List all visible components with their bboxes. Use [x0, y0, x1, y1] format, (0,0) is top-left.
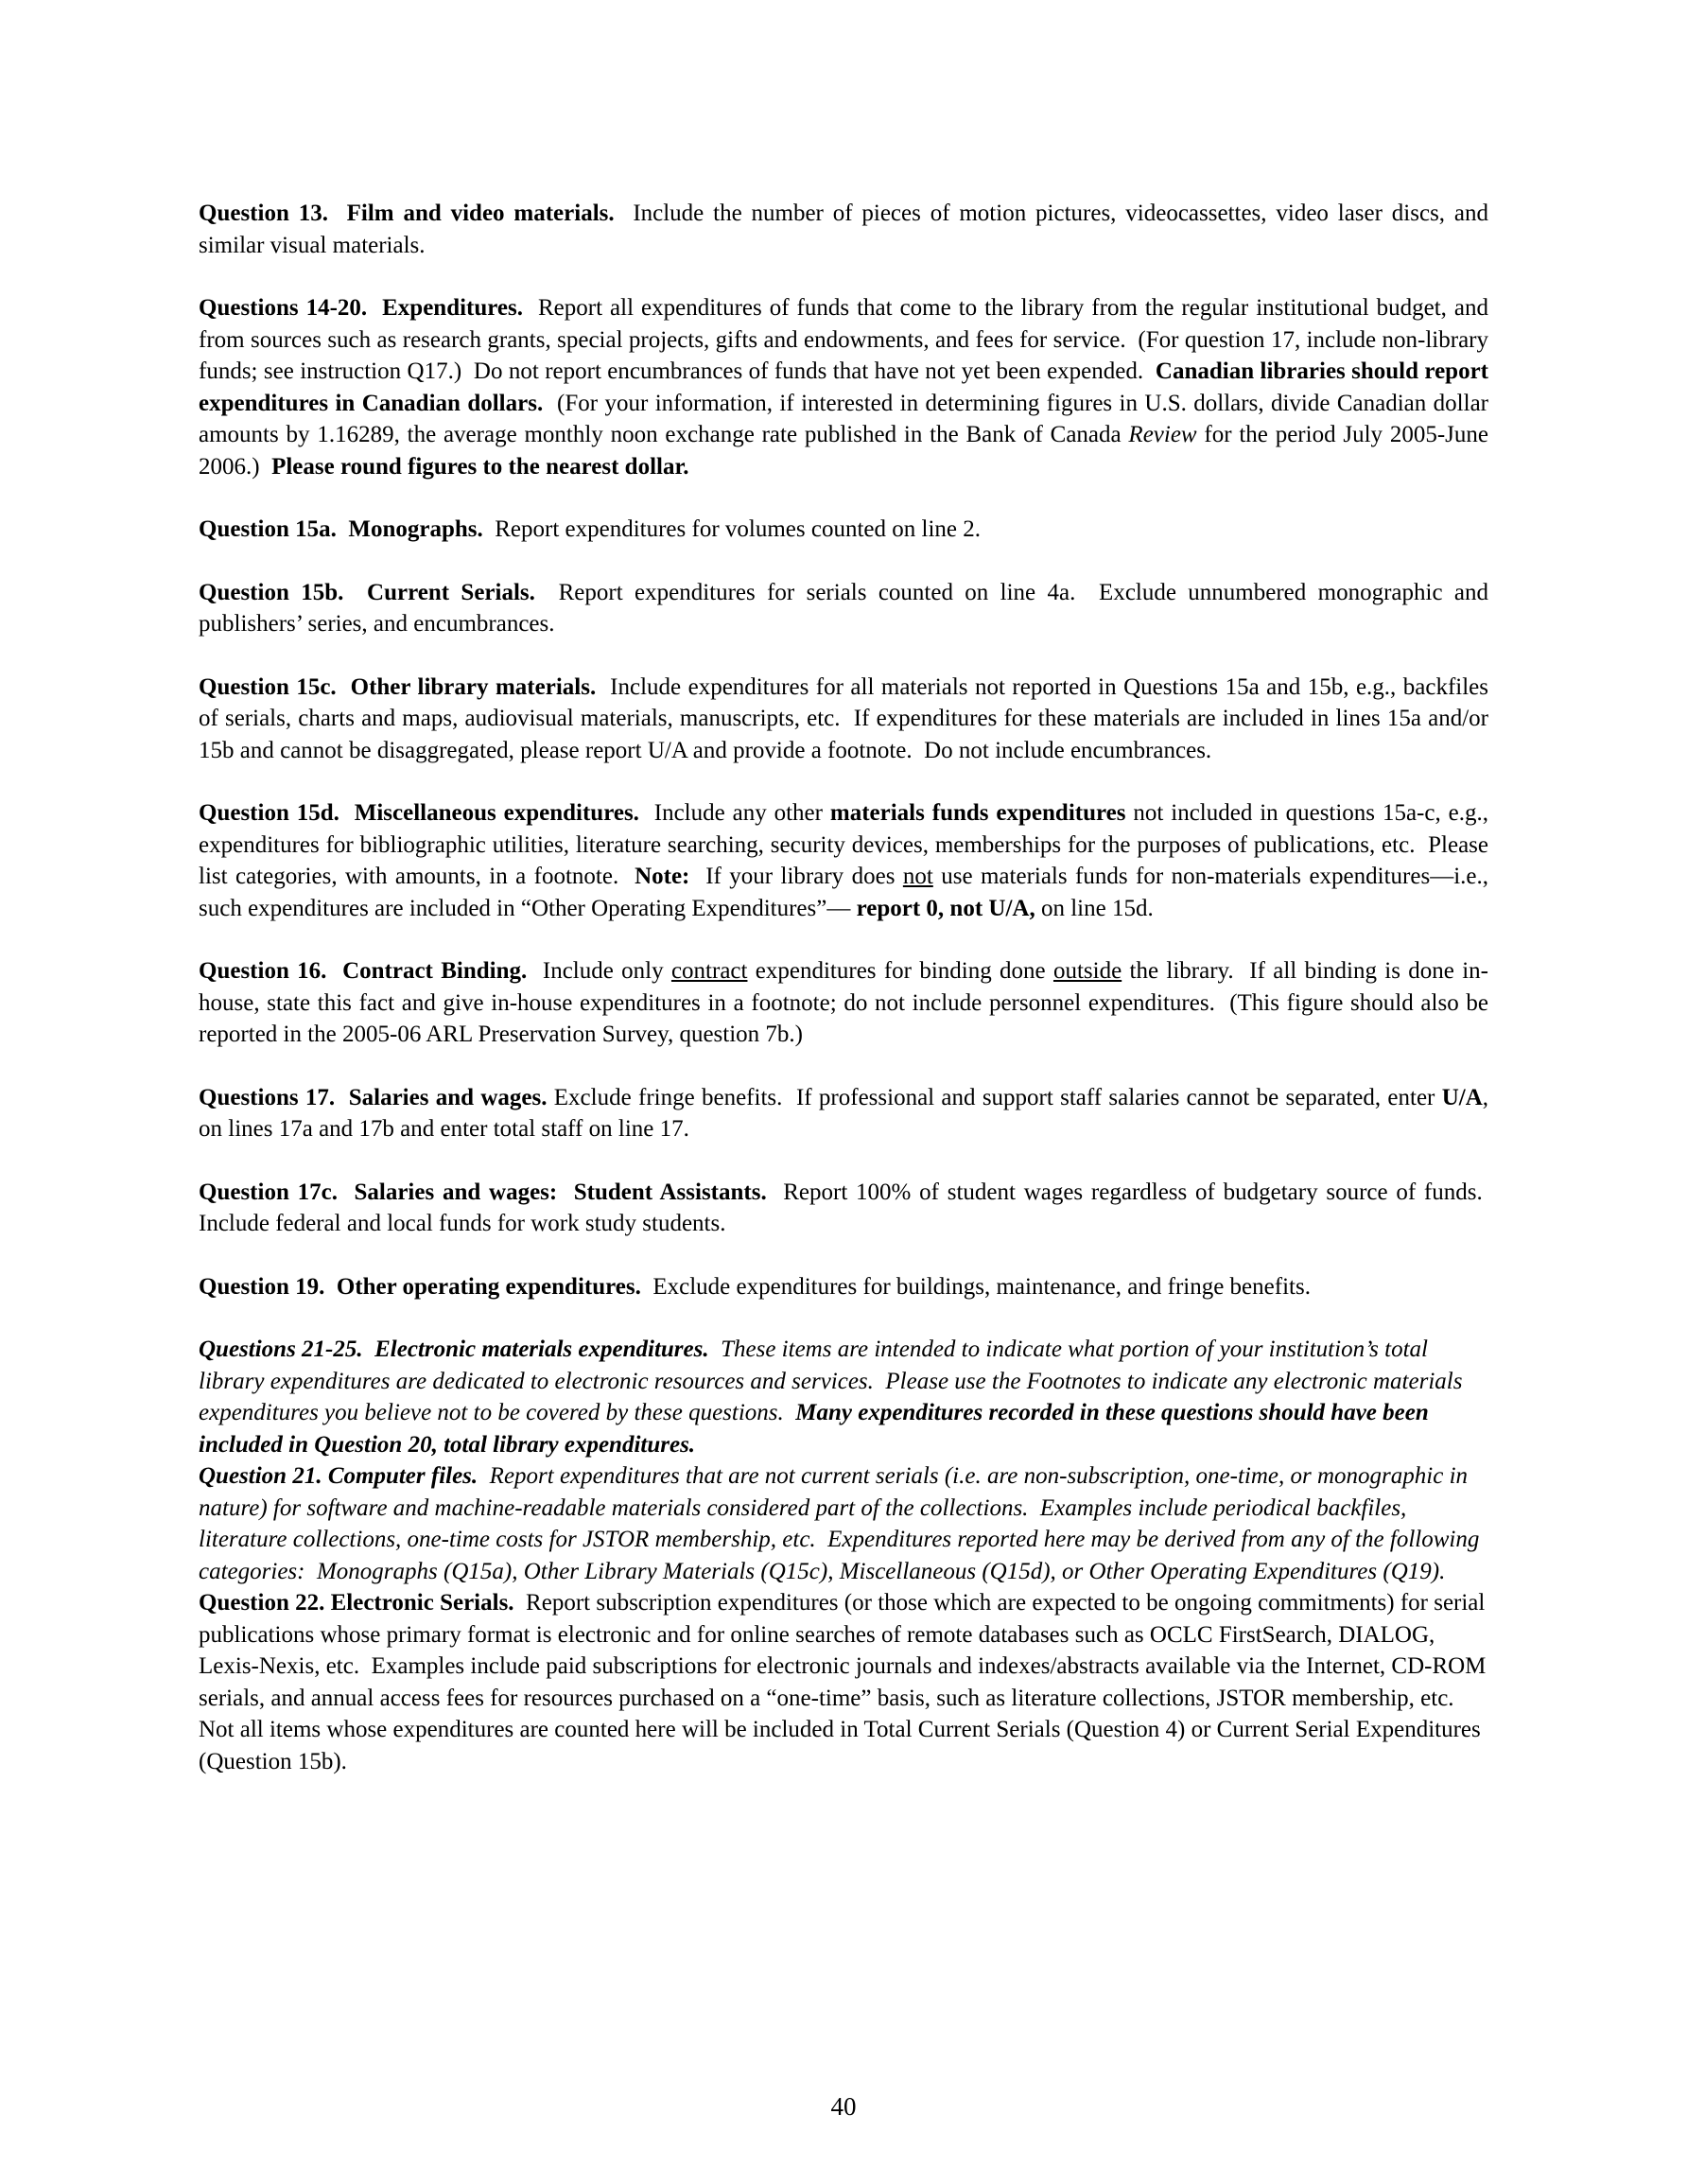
text-run: expenditures for binding done [747, 958, 1053, 984]
text-run: Include expenditures for all materials not reported in Questions 15a and 15b, e.g., backfiles of serials, charts and maps, audiovisual materials, manuscripts, etc. If expenditures for these materials are included in lines 15a and/or 15b and cannot be disaggregated, please report U/A and provide a footnote. Do not include encumbrances. [199, 673, 1489, 763]
text-run: Question 16. Contract Binding. [199, 958, 528, 984]
text-run: the library. If all binding is done in-house, state this fact and give in-house expenditures in a footnote; do not include personnel expenditures. (This figure should also be reported in the 2005-06 ARL Preservation Survey, question 7b.) [199, 958, 1488, 1047]
paragraph-question-22 [199, 1587, 1488, 1777]
text-run: Question 15d. Miscellaneous expenditures. [199, 800, 639, 826]
text-run: Questions 14-20. Expenditures. [199, 295, 524, 321]
text-run: Canadian libraries should report expenditures in Canadian dollars. [199, 358, 1488, 416]
text-run: Report expenditures for serials counted on line 4a. Exclude unnumbered monographic and publishers’ series, and encumbrances. [199, 579, 1488, 637]
text-run: Question 13. Film and video materials. [199, 201, 615, 226]
text-run: Report subscription expenditures (or those which are expected to be ongoing commitments) for serial publications whose primary format is electronic and for online searches of remote databases such as OCLC FirstSearch, DIALOG, Lexis-Nexis, etc. Examples include paid subscriptions for electronic journals and indexes/abstracts available via the Internet, CD-ROM serials, and annual access fees for resources purchased on a “one-time” basis, such as literature collections, JSTOR membership, etc. Not all items whose expenditures are counted here will be included in Total Current Serials (Question 4) or Current Serial Expenditures (Question 15b). [199, 1590, 1487, 1774]
text-run: Report expenditures that are not current serials (i.e. are non-subscription, one-time, or monographic in nature) for software and machine-readable materials considered part of the collections. Examples include periodical backfiles, literature collections, one-time costs for JSTOR membership, etc. Expenditures reported here may be derived from any of the following categories: Monographs (Q15a), Other Library Materials (Q15c), Miscellaneous (Q15d), or Other Operating Expenditures (Q19). [199, 1463, 1480, 1584]
paragraph-question-13 [199, 198, 1488, 261]
text-run: Include the number of pieces of motion pictures, videocassettes, video laser discs, and similar visual materials. [199, 201, 1488, 258]
text-run: contract [670, 958, 748, 984]
text-run: not included in questions 15a-c, e.g., expenditures for bibliographic utilities, literature searching, security devices, memberships for the purposes of publications, etc. Please list categories, with amounts, in a footnote. [199, 800, 1488, 889]
text-run: Question 22. Electronic Serials. [199, 1590, 514, 1616]
text-run: Note: [635, 864, 690, 889]
text-run: U/A [1441, 1084, 1483, 1110]
text-run: Include any other [638, 800, 830, 826]
paragraph-question-21 [199, 1460, 1488, 1587]
document-body [199, 198, 1488, 1777]
text-run: Exclude expenditures for buildings, maintenance, and fringe benefits. [640, 1273, 1311, 1300]
text-run: Question 15a. Monographs. [199, 516, 483, 542]
text-run: for the period July 2005-June 2006.) [199, 422, 1488, 480]
paragraph-question-15a [199, 514, 1488, 546]
paragraph-question-17c [199, 1177, 1488, 1240]
text-run: Question 17c. Salaries and wages: Student Assistants. [199, 1179, 767, 1205]
text-run: Report 100% of student wages regardless of budgetary source of funds. Include federal and local funds for work study students. [199, 1179, 1488, 1236]
text-run: If your library does [689, 864, 903, 889]
paragraph-question-19 [199, 1271, 1488, 1303]
text-run: Exclude fringe benefits. If professional and support staff salaries cannot be separated, enter [547, 1084, 1442, 1110]
text-run: Questions 21-25. Electronic materials expenditures. [199, 1337, 709, 1362]
text-run: Many expenditures recorded in these questions should have been included in Question 20, total library expenditures. [199, 1400, 1429, 1458]
paragraph-question-15b [199, 577, 1488, 640]
paragraph-questions-14-20 [199, 292, 1488, 482]
text-run: outside [1052, 958, 1122, 984]
paragraph-question-15d [199, 797, 1488, 924]
paragraph-question-16 [199, 955, 1488, 1051]
text-run: Questions 17. Salaries and wages. [199, 1084, 548, 1110]
text-run: Include only [527, 958, 671, 984]
page-number: 40 [830, 2092, 857, 2121]
paragraph-questions-17 [199, 1082, 1488, 1145]
text-run: Question 15c. Other library materials. [199, 673, 597, 700]
text-run: materials funds expenditures [829, 800, 1126, 826]
text-run: report 0, not U/A, [856, 895, 1035, 921]
text-run: These items are intended to indicate what portion of your institution’s total library expenditures are dedicated to electronic resources and services. Please use the Footnotes to indicate any electronic materials expenditures you believe not to be covered by these questions. [199, 1337, 1463, 1425]
text-run: Please round figures to the nearest dollar. [271, 453, 689, 480]
text-run: on line 15d. [1035, 895, 1154, 921]
text-run: , on lines 17a and 17b and enter total staff on line 17. [199, 1084, 1488, 1142]
paragraph-question-15c [199, 672, 1488, 767]
paragraph-questions-21-25 [199, 1334, 1488, 1460]
text-run: Review [1128, 422, 1197, 447]
text-run: not [902, 864, 933, 889]
text-run: Report all expenditures of funds that come to the library from the regular institutional budget, and from sources such as research grants, special projects, gifts and endowments, and fees for service. (For question 17, include non-library funds; see instruction Q17.) Do not report encumbrances of funds that have not yet been expended. [199, 295, 1489, 384]
text-run: Question 15b. Current Serials. [199, 579, 535, 605]
text-run: Question 21. Computer files. [199, 1463, 478, 1489]
text-run: Question 19. Other operating expenditures. [199, 1273, 641, 1300]
text-run: Report expenditures for volumes counted on line 2. [482, 516, 982, 542]
text-run: (For your information, if interested in determining figures in U.S. dollars, divide Canadian dollar amounts by 1.16289, the average monthly noon exchange rate published in the Bank of Canada [199, 390, 1488, 447]
text-run: use materials funds for non-materials expenditures—i.e., such expenditures are included in “Other Operating Expenditures”— [199, 864, 1488, 921]
